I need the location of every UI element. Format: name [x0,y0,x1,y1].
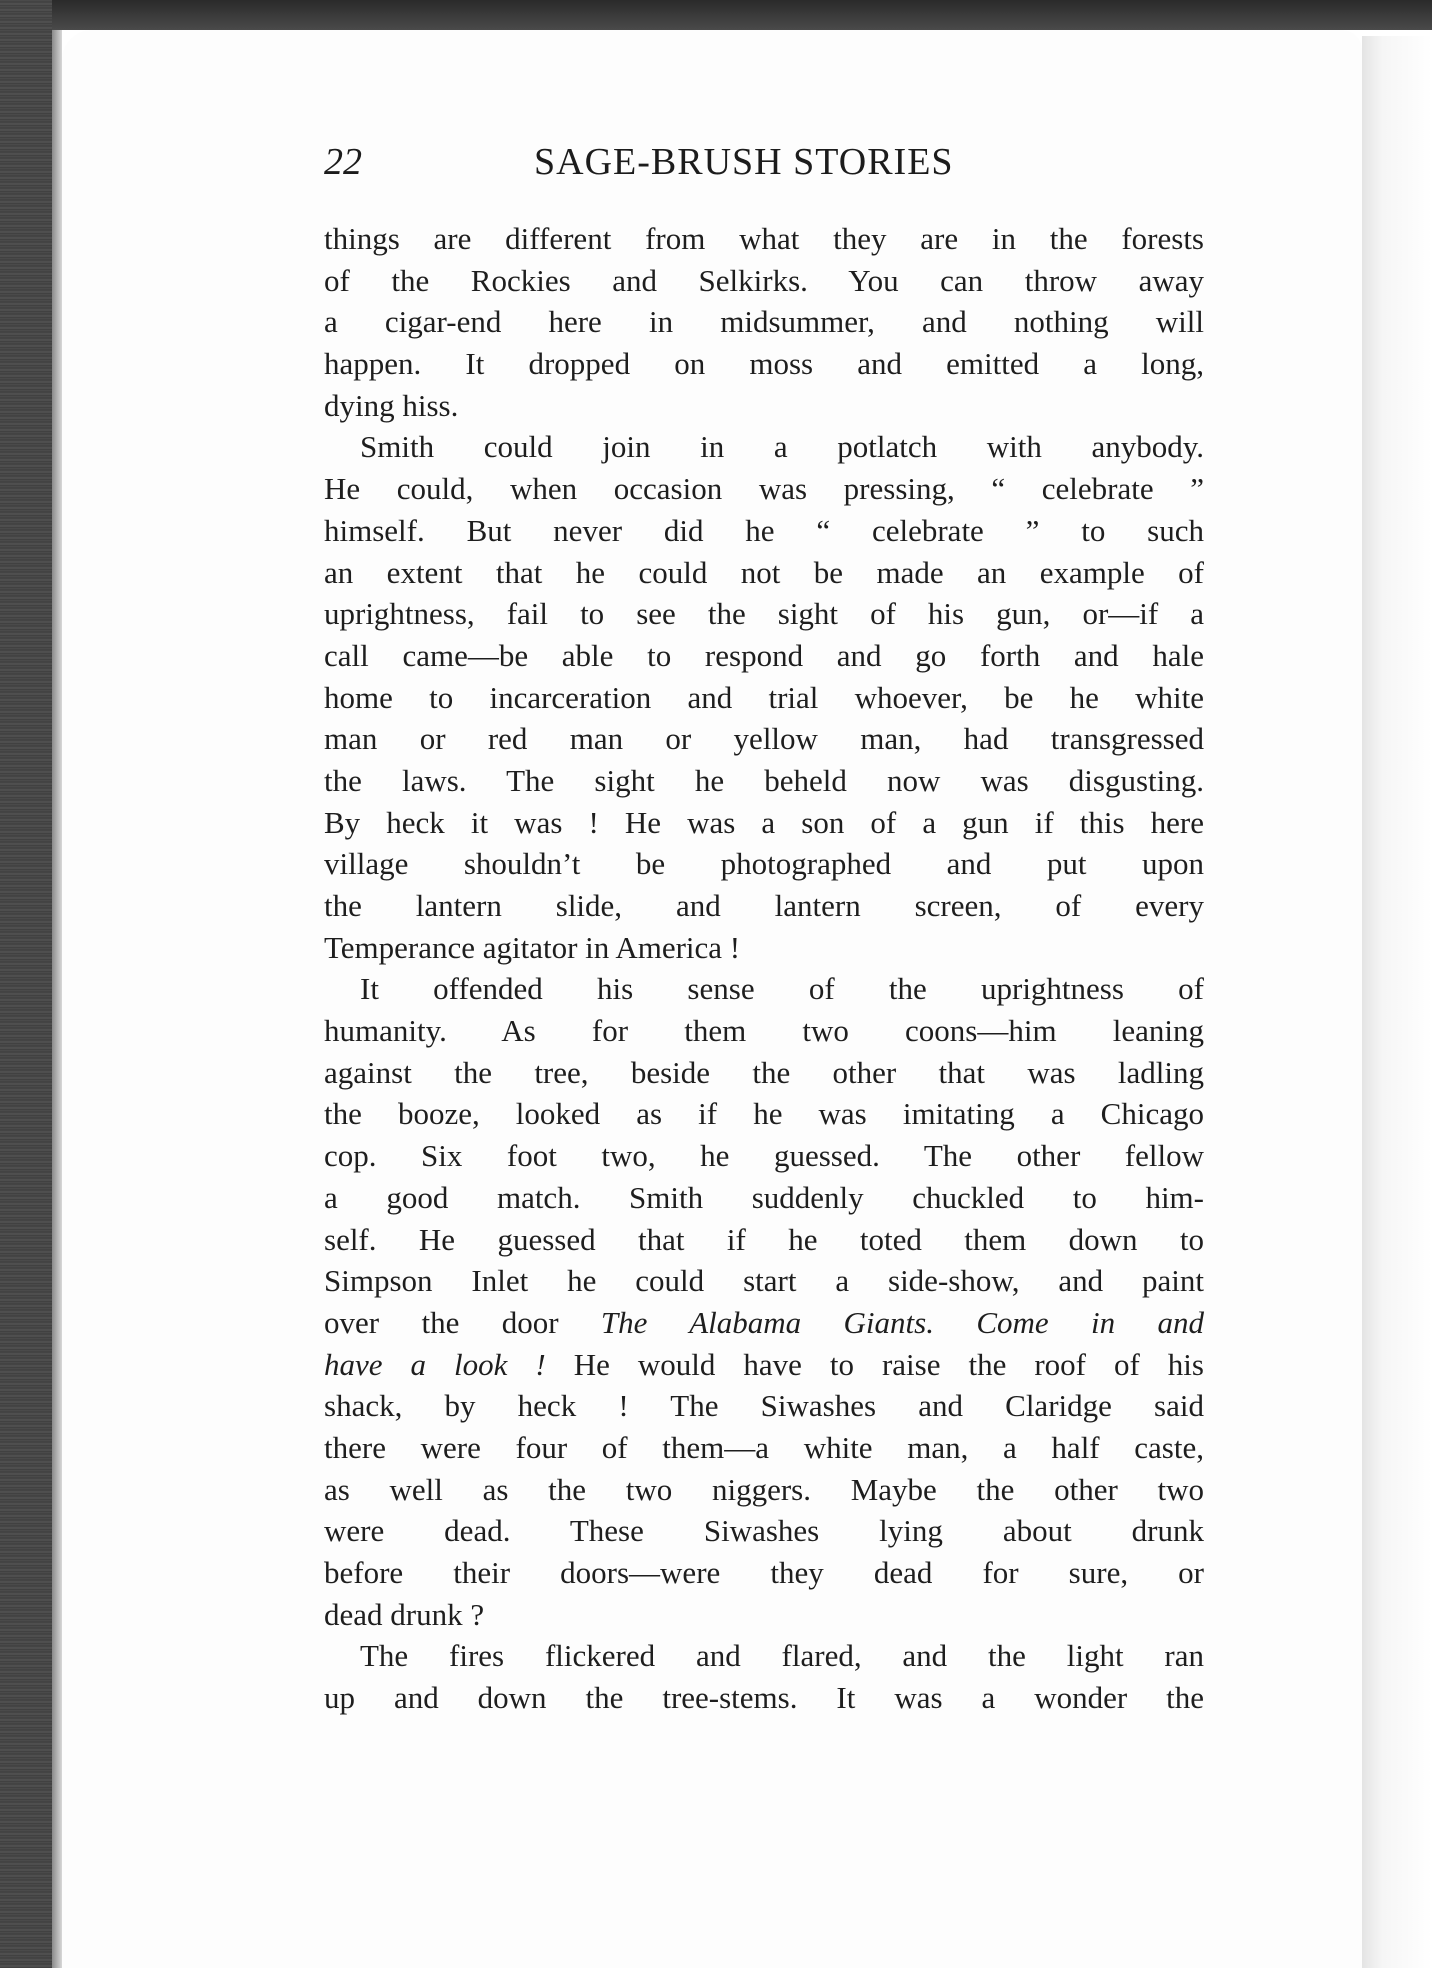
italic-text: have a look ! [324,1346,546,1382]
text-line: there were four of them—a white man, a half caste, [324,1429,1204,1465]
text-line: dying hiss. [324,387,459,423]
text-line: of the Rockies and Selkirks. You can throw away [324,262,1204,298]
text-line: cop. Six foot two, he guessed. The other fellow [324,1138,1204,1174]
text-line: things are different from what they are in the forests [324,221,1204,256]
book-spine [0,0,52,1968]
text-line: a cigar-end here in midsummer, and nothing will [324,304,1204,340]
text-line: happen. It dropped on moss and emitted a long, [324,346,1204,382]
text-line: man or red man or yellow man, had transgressed [324,721,1204,757]
text-line: village shouldn’t be photographed and put upon [324,846,1204,882]
text-line: shack, by heck ! The Siwashes and Claridge said [324,1388,1204,1424]
text-line: were dead. These Siwashes lying about drunk [324,1513,1204,1549]
running-title: SAGE-BRUSH STORIES [534,141,954,183]
text-line: home to incarceration and trial whoever, be he white [324,679,1204,715]
text-line: up and down the tree-stems. It was a wonder the [324,1680,1204,1716]
text-line: self. He guessed that if he toted them down to [324,1221,1204,1257]
text-line: By heck it was ! He was a son of a gun if this here [324,804,1204,840]
text-line: the laws. The sight he beheld now was disgusting. [324,762,1204,798]
text-line: call came—be able to respond and go forth and hale [324,637,1204,673]
text-line: against the tree, beside the other that was ladling [324,1054,1204,1090]
text-line: dead drunk ? [324,1596,485,1632]
italic-text: The Alabama Giants. Come in and [600,1304,1205,1340]
scan-top-border [0,0,1432,30]
text-line: The fires flickered and flared, and the light ran [360,1638,1204,1674]
text-line: have a look ! He would have to raise the roof of his [324,1346,1204,1382]
text-line: over the door The Alabama Giants. Come in and [324,1304,1205,1340]
text-line: Temperance agitator in America ! [324,929,741,965]
text-line: humanity. As for them two coons—him leaning [324,1013,1204,1049]
running-header [324,140,1204,190]
text-line: himself. But never did he “ celebrate ” to such [324,512,1204,548]
text-line: uprightness, fail to see the sight of his gun, or—if a [324,596,1204,632]
text-line: Simpson Inlet he could start a side-show, and paint [324,1263,1204,1299]
text-line: an extent that he could not be made an example of [324,554,1204,590]
text-line: It offended his sense of the uprightness of [360,971,1204,1007]
text-line: before their doors—were they dead for sure, or [324,1555,1204,1590]
text-line: as well as the two niggers. Maybe the other two [324,1471,1204,1507]
text-line: a good match. Smith suddenly chuckled to him- [324,1179,1204,1215]
page-edges [1362,36,1432,1968]
text-line: He could, when occasion was pressing, “ celebrate ” [324,471,1204,507]
page-gutter [52,30,62,1968]
text-line: the booze, looked as if he was imitating a Chicago [324,1096,1204,1132]
text-line: Smith could join in a potlatch with anybody. [360,429,1204,465]
text-line: the lantern slide, and lantern screen, of every [324,888,1204,923]
body-text [324,218,1204,1719]
page-number: 22 [324,141,362,183]
